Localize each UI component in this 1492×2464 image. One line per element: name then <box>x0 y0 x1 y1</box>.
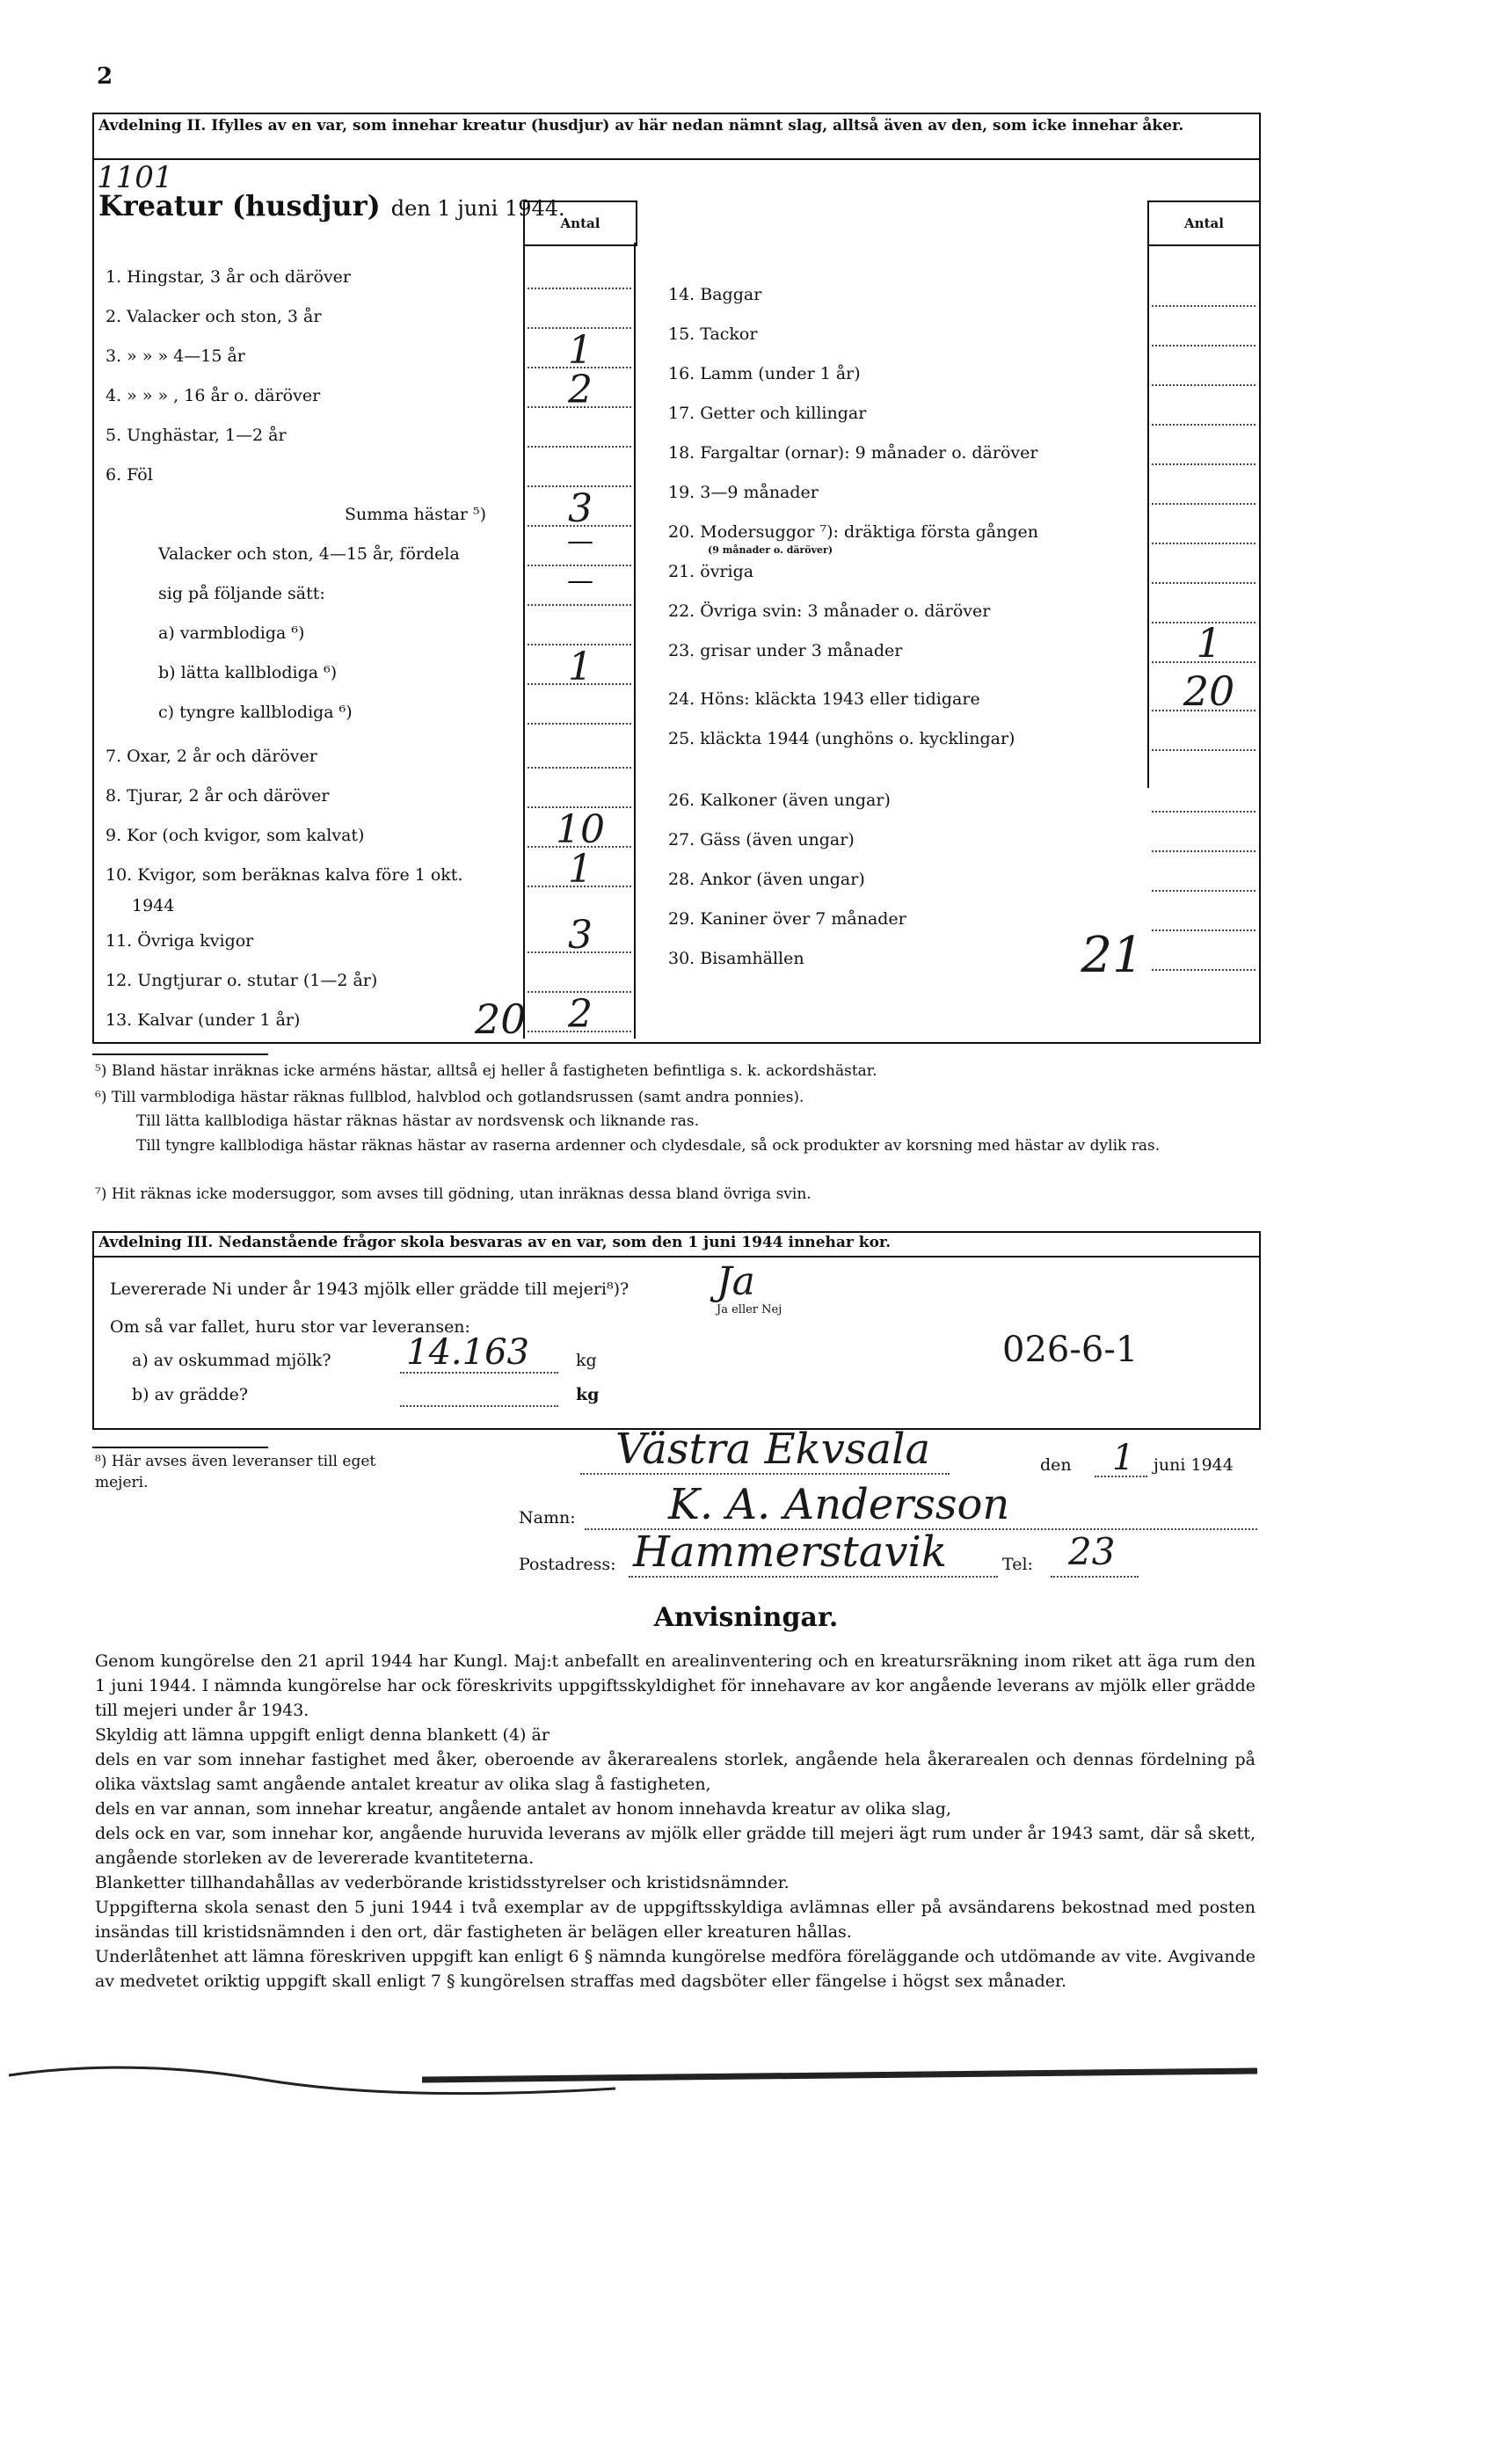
left-item-value[interactable]: — <box>567 526 593 557</box>
address-value[interactable]: Hammerstavik <box>633 1527 947 1577</box>
q2a-value[interactable]: 14.163 <box>406 1332 529 1373</box>
footnote: ⁷) Hit räknas icke modersuggor, som avses till gödning, utan inräknas dessa bland övriga svin. <box>95 1185 812 1203</box>
instruction-paragraph: dels en var annan, som innehar kreatur, angående antalet av honom innehavda kreatur av olika slag, <box>95 1799 951 1819</box>
instruction-paragraph: dels en var som innehar fastighet med åker, oberoende av åkerarealens storlek, angående hela åkerarealen och dennas fördelning på olika växtslag samt angående antalet kreatur av olika slag å fastigheten, <box>95 1750 1255 1794</box>
address-label: Postadress: <box>519 1555 616 1574</box>
left-item-label: 13. Kalvar (under 1 år) <box>106 1010 301 1030</box>
antal-header-right: Antal <box>1147 200 1261 246</box>
q2b-label: b) av grädde? <box>132 1385 249 1404</box>
left-item-label: 9. Kor (och kvigor, som kalvat) <box>106 826 365 845</box>
left-item-label: 2. Valacker och ston, 3 år <box>106 307 322 326</box>
right-item-field <box>1152 305 1255 307</box>
left-item-field <box>528 604 631 606</box>
left-item-label: 7. Oxar, 2 år och däröver <box>106 747 317 766</box>
right-item-label: 30. Bisamhällen <box>668 949 804 968</box>
right-item-field <box>1152 890 1255 892</box>
footnote: Till tyngre kallblodiga hästar räknas hästar av raserna ardenner och clydesdale, så ock produkter av korsning med hästar av dylik ras. <box>136 1137 1161 1155</box>
den-label: den <box>1040 1455 1072 1475</box>
footnote: Till lätta kallblodiga hästar räknas hästar av nordsvensk och liknande ras. <box>136 1112 699 1130</box>
left-item-value[interactable]: 3 <box>568 486 593 531</box>
right-item-label: 16. Lamm (under 1 år) <box>668 364 861 383</box>
instructions-body <box>95 1649 1255 1994</box>
right-item-label: 23. grisar under 3 månader <box>668 641 903 660</box>
section2-heading: Avdelning II. Ifylles av en var, som innehar kreatur (husdjur) av här nedan nämnt slag, alltså även av den, som icke innehar åker. <box>98 117 1184 135</box>
right-item-field <box>1152 463 1255 465</box>
right-item-label: 25. kläckta 1944 (unghöns o. kycklingar) <box>668 729 1015 748</box>
right-item-label: 29. Kaniner över 7 månader <box>668 909 906 929</box>
left-item-label: 11. Övriga kvigor <box>106 931 254 951</box>
right-item-label: 18. Fargaltar (ornar): 9 månader o. däröver <box>668 443 1038 463</box>
name-label: Namn: <box>519 1508 576 1527</box>
tel-value[interactable]: 23 <box>1068 1530 1116 1573</box>
q1-label: Levererade Ni under år 1943 mjölk eller grädde till mejeri⁸)? <box>110 1279 630 1299</box>
right-item-label: 19. 3—9 månader <box>668 483 819 502</box>
left-item-label: 12. Ungtjurar o. stutar (1—2 år) <box>106 971 378 990</box>
instructions-title: Anvisningar. <box>653 1602 839 1633</box>
title-main: Kreatur (husdjur) <box>98 189 381 222</box>
right-item-label: 20. Modersuggor ⁷): dräktiga första gången <box>668 522 1038 542</box>
right-item-field <box>1152 811 1255 813</box>
page-number: 2 <box>97 63 113 90</box>
left-item-value[interactable]: 3 <box>568 913 593 958</box>
footnote: ⁵) Bland hästar inräknas icke arméns hästar, alltså ej heller å fastigheten befintliga s. k. ackordshästar. <box>95 1062 877 1080</box>
q2b-unit: kg <box>576 1385 600 1404</box>
right-item-field <box>1152 969 1255 971</box>
month-year: juni 1944 <box>1154 1455 1234 1475</box>
right-item-field <box>1152 503 1255 505</box>
day[interactable]: 1 <box>1112 1438 1135 1478</box>
right-item-field <box>1152 424 1255 426</box>
q2a-unit: kg <box>576 1351 597 1370</box>
right-item-field <box>1152 345 1255 346</box>
left-item-value[interactable]: — <box>567 565 593 596</box>
left-item-label: 10. Kvigor, som beräknas kalva före 1 okt. <box>106 865 463 885</box>
antal-header-left: Antal <box>523 200 637 246</box>
left-item-value[interactable]: 1 <box>568 645 593 689</box>
q2a-label: a) av oskummad mjölk? <box>132 1351 331 1370</box>
right-item-label: 14. Baggar <box>668 285 762 304</box>
left-item-value[interactable]: 2 <box>568 992 593 1037</box>
instruction-paragraph: dels ock en var, som innehar kor, angående huruvida leverans av mjölk eller grädde till mejeri ägt rum under år 1943 samt, där så skett, angående storleken av de levererade kvantiteterna. <box>95 1824 1255 1868</box>
left-item-field <box>528 288 631 289</box>
code-number: 026-6-1 <box>1002 1330 1139 1370</box>
left-item-field <box>528 767 631 769</box>
margin-note: 20 <box>475 995 527 1043</box>
right-item-label: (9 månader o. däröver) <box>708 544 833 556</box>
left-item-label: a) varmblodiga ⁶) <box>158 623 305 643</box>
bottom-stroke <box>0 2040 1492 2110</box>
left-item-label: sig på följande sätt: <box>158 584 325 603</box>
footnote: ⁶) Till varmblodiga hästar räknas fullblod, halvblod och gotlandsrussen (samt andra ponnies). <box>95 1089 804 1106</box>
right-item-label: 17. Getter och killingar <box>668 404 867 423</box>
right-item-value[interactable]: 21 <box>1081 927 1144 984</box>
name-value[interactable]: K. A. Andersson <box>668 1480 1010 1529</box>
q2-label: Om så var fallet, huru stor var leveransen: <box>110 1317 470 1337</box>
left-item-label: 4. » » » , 16 år o. däröver <box>106 386 321 405</box>
right-item-field <box>1152 384 1255 386</box>
left-item-value[interactable]: 2 <box>568 368 593 412</box>
q1-answer[interactable]: Ja <box>717 1259 755 1304</box>
footnote-8: ⁸) Här avses även leveranser till eget mejeri. <box>95 1453 376 1491</box>
left-item-label: Summa hästar ⁵) <box>345 505 487 524</box>
left-item-label: 5. Unghästar, 1—2 år <box>106 426 287 445</box>
left-item-label: 1. Hingstar, 3 år och däröver <box>106 267 352 287</box>
left-item-label: 3. » » » 4—15 år <box>106 346 245 366</box>
section2-title <box>98 189 565 222</box>
left-item-value[interactable]: 1 <box>568 328 593 373</box>
handwritten-note: 1101 <box>97 160 173 195</box>
instruction-paragraph: Blanketter tillhandahållas av vederbörande kristidsstyrelser och kristidsnämnder. <box>95 1873 790 1892</box>
right-item-field <box>1152 582 1255 584</box>
instruction-paragraph: Genom kungörelse den 21 april 1944 har Kungl. Maj:t anbefallt en arealinventering och en kreatursräkning inom riket att äga rum den 1 juni 1944. I nämnda kungörelse har ock föreskrivits uppgiftsskyldighet för innehavare av kor angående leverans av mjölk eller grädde till mejeri under år 1943. <box>95 1651 1255 1720</box>
q1-row <box>110 1279 629 1299</box>
right-item-label: 22. Övriga svin: 3 månader o. däröver <box>668 601 991 621</box>
title-date: den 1 juni 1944. <box>390 196 565 221</box>
right-item-field <box>1152 543 1255 544</box>
right-item-field <box>1152 850 1255 852</box>
instruction-paragraph: Uppgifterna skola senast den 5 juni 1944 i två exemplar av de uppgiftsskyldiga avlämnas eller på avsändarens bekostnad med posten insändas till kristidsnämnden i den ort, där fastigheten är belägen eller kreaturen hållas. <box>95 1898 1255 1942</box>
right-item-label: 27. Gäss (även ungar) <box>668 830 855 849</box>
q1-hint: Ja eller Nej <box>717 1303 782 1316</box>
left-item-field <box>528 446 631 448</box>
left-item-label: Valacker och ston, 4—15 år, fördela <box>158 544 460 564</box>
right-item-label: 26. Kalkoner (även ungar) <box>668 791 891 810</box>
section3-heading: Avdelning III. Nedanstående frågor skola besvaras av en var, som den 1 juni 1944 innehar kor. <box>98 1234 892 1251</box>
right-item-value[interactable]: 20 <box>1183 667 1235 715</box>
left-item-label: c) tyngre kallblodiga ⁶) <box>158 703 353 722</box>
left-item-label: 1944 <box>132 896 175 915</box>
place[interactable]: Västra Ekvsala <box>615 1425 931 1474</box>
instruction-paragraph: Underlåtenhet att lämna föreskriven uppgift kan enligt 6 § nämnda kungörelse medföra föreläggande och utdömande av vite. Avgivande av medvetet oriktig uppgift skall enligt 7 § kungörelsen straffas med dagsböter eller fängelse i högst sex månader. <box>95 1947 1255 1991</box>
right-item-label: 21. övriga <box>668 562 754 581</box>
right-item-field <box>1152 929 1255 931</box>
right-item-field <box>1152 749 1255 751</box>
right-item-label: 24. Höns: kläckta 1943 eller tidigare <box>668 689 980 709</box>
left-item-label: 8. Tjurar, 2 år och däröver <box>106 786 330 806</box>
left-item-field <box>528 723 631 725</box>
right-item-value[interactable]: 1 <box>1196 619 1222 667</box>
tel-label: Tel: <box>1002 1555 1033 1574</box>
left-item-value[interactable]: 1 <box>568 847 593 892</box>
left-item-value[interactable]: 10 <box>556 807 605 852</box>
instruction-paragraph: Skyldig att lämna uppgift enligt denna blankett (4) är <box>95 1725 549 1745</box>
left-item-label: 6. Föl <box>106 465 153 485</box>
right-item-label: 28. Ankor (även ungar) <box>668 870 865 889</box>
right-item-label: 15. Tackor <box>668 324 758 344</box>
left-item-label: b) lätta kallblodiga ⁶) <box>158 663 338 682</box>
